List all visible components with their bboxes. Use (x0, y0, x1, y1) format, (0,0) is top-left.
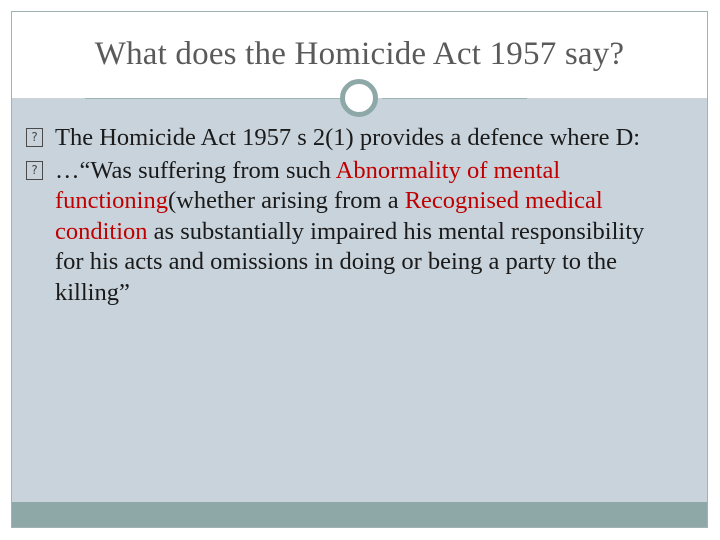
bullet-text-2 (55, 157, 644, 306)
bullet-list (26, 123, 666, 310)
highlight-abnormality: Abnormality of mental functioning (55, 156, 561, 214)
quote-segment-3: as substantially impaired his mental responsibility for his acts and omissions in doing or being a party to the killing” (55, 217, 645, 306)
footer-bar (12, 502, 707, 527)
slide-title: What does the Homicide Act 1957 say? (94, 36, 625, 72)
highlight-recognised-condition: Recognised medical condition (55, 187, 603, 245)
bullet-box-icon: ? (26, 161, 43, 180)
circle-ornament-icon (340, 79, 378, 117)
bullet-item-2 (26, 156, 666, 309)
bullet-item-1 (26, 123, 666, 154)
quote-segment-1: …“Was suffering from such (55, 156, 336, 184)
title-divider-left (85, 98, 340, 99)
bullet-box-icon: ? (26, 128, 43, 147)
bullet-1-text: The Homicide Act 1957 s 2(1) provides a defence where D: (55, 124, 641, 151)
bullet-text-1 (55, 124, 640, 151)
title-divider-right (382, 98, 527, 99)
quote-segment-2: (whether arising from a (167, 187, 405, 214)
